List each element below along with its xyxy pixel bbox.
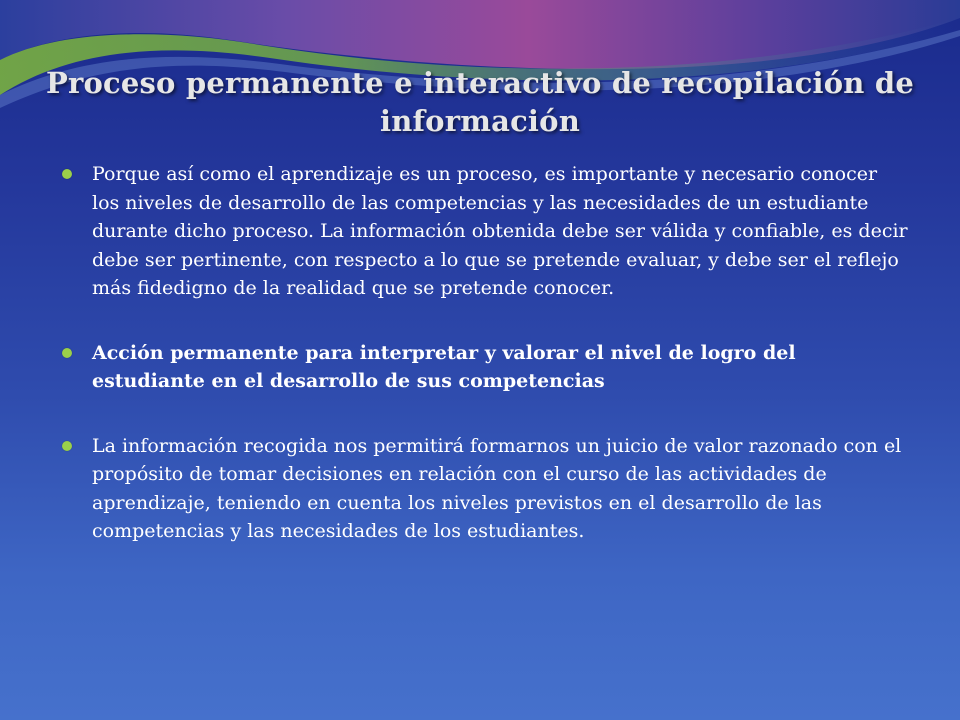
bullet-dot-icon bbox=[62, 441, 72, 451]
slide-title: Proceso permanente e interactivo de recopilación de información bbox=[45, 66, 915, 138]
bullet-text: Acción permanente para interpretar y valorar el nivel de logro del estudiante en el desarrollo de sus competencias bbox=[92, 341, 796, 392]
bullet-dot-icon bbox=[62, 348, 72, 358]
bullet-item bbox=[58, 160, 908, 303]
bullet-text: Porque así como el aprendizaje es un proceso, es importante y necesario conocer los niveles de desarrollo de las competencias y las necesidades de un estudiante durante dicho proceso. La información obtenida debe ser válida y confiable, es decir debe ser pertinente, con respecto a lo que se pretende evaluar, y debe ser el reflejo más fidedigno de la realidad que se pretende conocer. bbox=[92, 163, 908, 299]
bullet-text: La información recogida nos permitirá formarnos un juicio de valor razonado con el propósito de tomar decisiones en relación con el curso de las actividades de aprendizaje, teniendo en cuenta los niveles previstos en el desarrollo de las competencias y las necesidades de los estudiantes. bbox=[92, 434, 902, 542]
bullet-item bbox=[58, 432, 908, 546]
bullet-list bbox=[58, 160, 908, 582]
bullet-dot-icon bbox=[62, 169, 72, 179]
bullet-item bbox=[58, 339, 908, 396]
